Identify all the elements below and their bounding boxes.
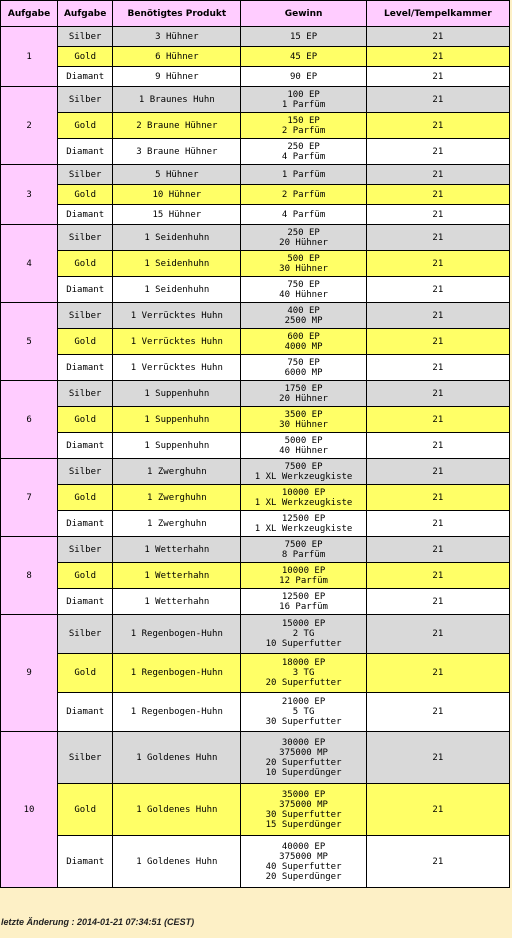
product-cell: 1 Wetterhahn [113, 563, 240, 588]
reward-line: 20 Superfutter [265, 678, 342, 688]
table-row [1, 329, 509, 354]
level-cell: 21 [367, 693, 509, 731]
reward-line: 1 XL Werkzeugkiste [254, 523, 353, 534]
table-row [1, 47, 509, 66]
task-number: 4 [1, 225, 57, 302]
level-cell: 21 [367, 165, 509, 184]
tier-cell: Silber [58, 165, 112, 184]
tier-cell: Gold [58, 654, 112, 692]
table-row [1, 87, 509, 112]
table-row [1, 225, 509, 250]
task-number: 1 [1, 27, 57, 86]
tier-cell: Diamant [58, 355, 112, 380]
table-row [1, 67, 509, 86]
level-cell: 21 [367, 563, 509, 588]
reward-cell [241, 87, 365, 112]
tier-cell: Gold [58, 47, 112, 66]
reward-line: 400 EP [287, 305, 320, 316]
reward-line: 1 XL Werkzeugkiste [254, 471, 353, 482]
product-cell: 15 Hühner [113, 205, 240, 224]
reward-line: 15 Superdünger [265, 819, 342, 830]
tier-cell: Gold [58, 784, 112, 835]
tier-cell: Silber [58, 303, 112, 328]
product-cell: 5 Hühner [113, 165, 240, 184]
reward-line: 16 Parfüm [279, 601, 328, 612]
reward-line: 2500 MP [284, 315, 323, 326]
product-cell: 1 Seidenhuhn [113, 251, 240, 276]
product-cell: 1 Zwerghuhn [113, 459, 240, 484]
level-cell: 21 [367, 836, 509, 887]
reward-cell [241, 27, 365, 46]
reward-line: 12500 EP [281, 513, 326, 524]
reward-line: 4 Parfüm [281, 209, 326, 220]
tier-cell: Diamant [58, 836, 112, 887]
level-cell: 21 [367, 654, 509, 692]
level-cell: 21 [367, 185, 509, 204]
reward-cell [241, 784, 365, 835]
reward-cell [241, 277, 365, 302]
reward-line: 2 Parfüm [281, 189, 326, 200]
tier-cell: Silber [58, 225, 112, 250]
level-cell: 21 [367, 511, 509, 536]
product-cell: 1 Wetterhahn [113, 589, 240, 614]
level-cell: 21 [367, 589, 509, 614]
tier-cell: Diamant [58, 67, 112, 86]
tier-cell: Silber [58, 537, 112, 562]
reward-cell [241, 225, 365, 250]
table-row [1, 251, 509, 276]
reward-cell [241, 654, 365, 692]
table-row [1, 511, 509, 536]
table-row [1, 537, 509, 562]
reward-cell [241, 563, 365, 588]
reward-line: 10000 EP [281, 565, 326, 576]
reward-cell [241, 459, 365, 484]
reward-line: 30 Superfutter [265, 809, 342, 820]
reward-cell [241, 433, 365, 458]
level-cell: 21 [367, 113, 509, 138]
reward-line: 1 Parfüm [281, 99, 326, 110]
reward-line: 250 EP [287, 141, 320, 152]
reward-line: 21000 EP [281, 697, 326, 707]
tier-cell: Silber [58, 732, 112, 783]
level-cell: 21 [367, 139, 509, 164]
reward-line: 375000 MP [279, 747, 328, 758]
reward-cell [241, 407, 365, 432]
tier-cell: Gold [58, 485, 112, 510]
reward-line: 30 Hühner [279, 263, 328, 274]
level-cell: 21 [367, 407, 509, 432]
tier-cell: Gold [58, 113, 112, 138]
reward-line: 12500 EP [281, 591, 326, 602]
product-cell: 1 Wetterhahn [113, 537, 240, 562]
header-reward: Gewinn [241, 1, 365, 26]
reward-line: 4 Parfüm [281, 151, 326, 162]
reward-cell [241, 693, 365, 731]
reward-line: 20 Superdünger [265, 871, 342, 882]
reward-cell [241, 47, 365, 66]
reward-line: 90 EP [290, 71, 318, 82]
reward-line: 1 XL Werkzeugkiste [254, 497, 353, 508]
reward-cell [241, 165, 365, 184]
tier-cell: Diamant [58, 433, 112, 458]
reward-line: 600 EP [287, 331, 320, 342]
reward-line: 15000 EP [281, 619, 326, 629]
tier-cell: Silber [58, 615, 112, 653]
tier-cell: Silber [58, 27, 112, 46]
level-cell: 21 [367, 537, 509, 562]
product-cell: 1 Suppenhuhn [113, 407, 240, 432]
reward-line: 5000 EP [284, 435, 323, 446]
table-row [1, 185, 509, 204]
task-number: 10 [1, 732, 57, 887]
level-cell: 21 [367, 205, 509, 224]
reward-line: 750 EP [287, 357, 320, 368]
level-cell: 21 [367, 225, 509, 250]
reward-cell [241, 589, 365, 614]
reward-line: 7500 EP [284, 539, 323, 550]
table-row [1, 732, 509, 783]
tier-cell: Diamant [58, 589, 112, 614]
product-cell: 1 Verrücktes Huhn [113, 355, 240, 380]
table-row [1, 113, 509, 138]
reward-cell [241, 139, 365, 164]
level-cell: 21 [367, 615, 509, 653]
reward-cell [241, 732, 365, 783]
task-number: 3 [1, 165, 57, 224]
reward-cell [241, 836, 365, 887]
level-cell: 21 [367, 459, 509, 484]
last-modified-note: letzte Änderung : 2014-01-21 07:34:51 (CEST) [1, 917, 195, 927]
tier-cell: Diamant [58, 511, 112, 536]
reward-line: 20 Superfutter [265, 757, 342, 768]
reward-line: 18000 EP [281, 658, 326, 668]
reward-cell [241, 205, 365, 224]
reward-cell [241, 113, 365, 138]
reward-line: 35000 EP [281, 789, 326, 800]
product-cell: 10 Hühner [113, 185, 240, 204]
reward-line: 250 EP [287, 227, 320, 238]
product-cell: 1 Regenbogen-Huhn [113, 615, 240, 653]
product-cell: 2 Braune Hühner [113, 113, 240, 138]
table-row [1, 836, 509, 887]
table-row [1, 693, 509, 731]
level-cell: 21 [367, 732, 509, 783]
level-cell: 21 [367, 277, 509, 302]
tier-cell: Silber [58, 381, 112, 406]
table-row [1, 615, 509, 653]
task-number: 9 [1, 615, 57, 731]
header-aufgabe-tier: Aufgabe [58, 1, 112, 26]
table-row [1, 459, 509, 484]
product-cell: 1 Zwerghuhn [113, 485, 240, 510]
product-cell: 9 Hühner [113, 67, 240, 86]
reward-cell [241, 537, 365, 562]
product-cell: 1 Suppenhuhn [113, 381, 240, 406]
task-number: 2 [1, 87, 57, 164]
reward-cell [241, 485, 365, 510]
reward-line: 375000 MP [279, 799, 328, 810]
table-row [1, 563, 509, 588]
table-row [1, 433, 509, 458]
product-cell: 1 Verrücktes Huhn [113, 303, 240, 328]
reward-line: 40 Hühner [279, 289, 328, 300]
reward-line: 5 TG [292, 707, 315, 717]
reward-cell [241, 67, 365, 86]
product-cell: 1 Braunes Huhn [113, 87, 240, 112]
table-row [1, 27, 509, 46]
task-number: 5 [1, 303, 57, 380]
reward-line: 20 Hühner [279, 393, 328, 404]
reward-cell [241, 303, 365, 328]
table-row [1, 355, 509, 380]
reward-line: 375000 MP [279, 851, 328, 862]
table-body [1, 27, 509, 887]
level-cell: 21 [367, 485, 509, 510]
tier-cell: Gold [58, 251, 112, 276]
reward-line: 500 EP [287, 253, 320, 264]
product-cell: 1 Goldenes Huhn [113, 836, 240, 887]
table-row [1, 589, 509, 614]
level-cell: 21 [367, 67, 509, 86]
table-row [1, 784, 509, 835]
product-cell: 6 Hühner [113, 47, 240, 66]
reward-line: 150 EP [287, 115, 320, 126]
reward-line: 3500 EP [284, 409, 323, 420]
task-number: 8 [1, 537, 57, 614]
product-cell: 1 Seidenhuhn [113, 225, 240, 250]
table-row [1, 303, 509, 328]
level-cell: 21 [367, 303, 509, 328]
reward-line: 40 Hühner [279, 445, 328, 456]
reward-line: 8 Parfüm [281, 549, 326, 560]
reward-line: 10000 EP [281, 487, 326, 498]
level-cell: 21 [367, 381, 509, 406]
tier-cell: Diamant [58, 205, 112, 224]
reward-cell [241, 511, 365, 536]
reward-line: 750 EP [287, 279, 320, 290]
product-cell: 3 Braune Hühner [113, 139, 240, 164]
reward-line: 6000 MP [284, 367, 323, 378]
product-cell: 1 Suppenhuhn [113, 433, 240, 458]
reward-line: 100 EP [287, 89, 320, 100]
level-cell: 21 [367, 784, 509, 835]
tier-cell: Diamant [58, 277, 112, 302]
level-cell: 21 [367, 47, 509, 66]
level-cell: 21 [367, 251, 509, 276]
table-row [1, 277, 509, 302]
table-row [1, 139, 509, 164]
header-level: Level/Tempelkammer [367, 1, 509, 26]
reward-line: 3 TG [292, 668, 315, 678]
reward-line: 2 TG [292, 629, 315, 639]
reward-cell [241, 355, 365, 380]
table-row [1, 407, 509, 432]
reward-line: 15 EP [290, 31, 318, 42]
table-row [1, 205, 509, 224]
level-cell: 21 [367, 355, 509, 380]
reward-line: 20 Hühner [279, 237, 328, 248]
product-cell: 1 Regenbogen-Huhn [113, 693, 240, 731]
table-row [1, 485, 509, 510]
reward-line: 30 Hühner [279, 419, 328, 430]
tier-cell: Diamant [58, 139, 112, 164]
tier-cell: Gold [58, 563, 112, 588]
level-cell: 21 [367, 87, 509, 112]
reward-line: 7500 EP [284, 461, 323, 472]
product-cell: 1 Goldenes Huhn [113, 732, 240, 783]
task-number: 6 [1, 381, 57, 458]
product-cell: 1 Goldenes Huhn [113, 784, 240, 835]
level-cell: 21 [367, 329, 509, 354]
reward-cell [241, 381, 365, 406]
tier-cell: Silber [58, 459, 112, 484]
product-cell: 1 Regenbogen-Huhn [113, 654, 240, 692]
reward-line: 30 Superfutter [265, 717, 342, 727]
reward-cell [241, 251, 365, 276]
tier-cell: Gold [58, 329, 112, 354]
reward-line: 2 Parfüm [281, 125, 326, 136]
table-row [1, 381, 509, 406]
task-number: 7 [1, 459, 57, 536]
reward-line: 4000 MP [284, 341, 323, 352]
table-header [1, 1, 509, 26]
level-cell: 21 [367, 433, 509, 458]
product-cell: 1 Zwerghuhn [113, 511, 240, 536]
reward-line: 30000 EP [281, 737, 326, 748]
tier-cell: Gold [58, 407, 112, 432]
reward-cell [241, 185, 365, 204]
reward-line: 45 EP [290, 51, 318, 62]
product-cell: 1 Verrücktes Huhn [113, 329, 240, 354]
product-cell: 3 Hühner [113, 27, 240, 46]
tier-cell: Gold [58, 185, 112, 204]
tier-cell: Silber [58, 87, 112, 112]
reward-line: 40000 EP [281, 841, 326, 852]
header-product: Benötigtes Produkt [113, 1, 240, 26]
table-row [1, 165, 509, 184]
reward-line: 40 Superfutter [265, 861, 342, 872]
reward-cell [241, 615, 365, 653]
reward-line: 1750 EP [284, 383, 323, 394]
reward-line: 1 Parfüm [281, 169, 326, 180]
reward-line: 12 Parfüm [279, 575, 328, 586]
reward-line: 10 Superdünger [265, 767, 342, 778]
reward-line: 10 Superfutter [265, 639, 342, 649]
table-row [1, 654, 509, 692]
product-cell: 1 Seidenhuhn [113, 277, 240, 302]
tier-cell: Diamant [58, 693, 112, 731]
header-aufgabe-number: Aufgabe [1, 1, 57, 26]
reward-cell [241, 329, 365, 354]
level-cell: 21 [367, 27, 509, 46]
